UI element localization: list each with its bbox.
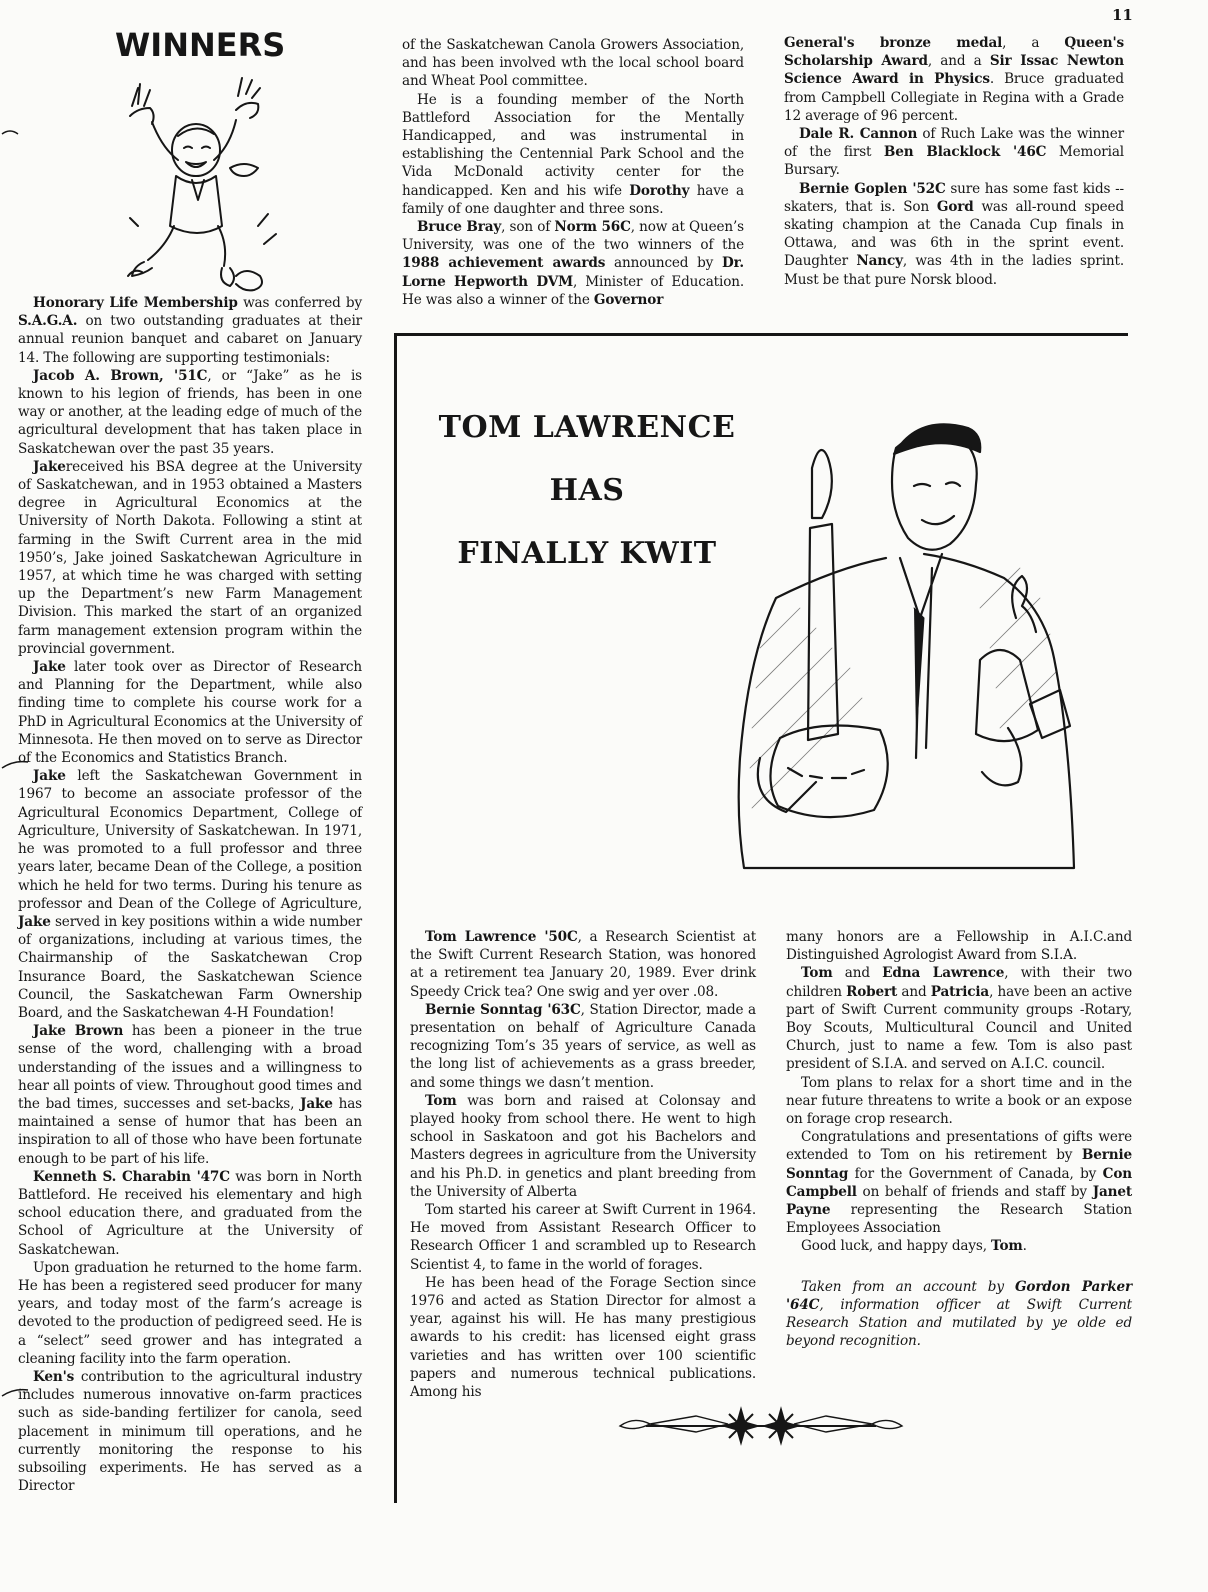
paragraph-credit: Taken from an account by Gordon Parker '64C, information officer at Swift Current Research Station and mutilated by ye olde ed beyond recognition. bbox=[786, 1278, 1132, 1350]
scan-mark-icon bbox=[0, 124, 22, 146]
celebrating-man-icon bbox=[118, 76, 278, 292]
paragraph-ken-contribution: Ken's contribution to the agricultural industry includes numerous innovative on-farm practices such as side-banding fertilizer for canola, seed placement in minimum till operations, and he currently monitoring the response to his subsoiling experiments. He has served as a Director bbox=[18, 1368, 362, 1495]
paragraph-family: Tom and Edna Lawrence, with their two children Robert and Patricia, have been an active part of Swift Current community groups -Rotary, Boy Scouts, Multicultural Council and United Church, just to name a few. Tom is also past president of S.I.A. and served on A.I.C. council. bbox=[786, 965, 1132, 1073]
headline-line-2: HAS bbox=[549, 473, 625, 508]
right-bottom-column bbox=[786, 928, 1132, 1350]
page-number: 11 bbox=[1112, 6, 1133, 24]
left-column bbox=[18, 294, 362, 1495]
paragraph-jake-education: Jakereceived his BSA degree at the University of Saskatchewan, and in 1953 obtained a Masters degree in Agricultural Economics at the University of North Dakota. Following a stint at farming in the Swift Current area in the mid 1950’s, Jake joined Saskatchewan Agriculture in 1957, at which time he was charged with setting up the Department’s new Farm Management Division. This marked the start of an organized farm management extension program within the provincial government. bbox=[18, 458, 362, 657]
decorative-divider-icon bbox=[616, 1402, 906, 1450]
paragraph-jake-director: Jake later took over as Director of Research and Planning for the Department, while also finding time to complete his course work for a PhD in Agricultural Economics at the University of Minnesota. He then moved on to serve as Director of the Economics and Statistics Branch. bbox=[18, 659, 362, 767]
paragraph-awards: General's bronze medal, a Queen's Scholarship Award, and a Sir Issac Newton Science Award in Physics. Bruce graduated from Campbell Collegiate in Regina with a Grade 12 average of 96 percent. bbox=[784, 35, 1125, 124]
paragraph-canola: of the Saskatchewan Canola Growers Association, and has been involved wth the local school board and Wheat Pool committee. bbox=[402, 37, 744, 90]
paragraph-honorary: Honorary Life Membership was conferred by S.A.G.A. on two outstanding graduates at their annual reunion banquet and cabaret on January 14. The following are supporting testimonials: bbox=[18, 295, 362, 366]
paragraph-founding-member: He is a founding member of the North Battleford Association for the Mentally Handicapped, and was instrumental in establishing the Centennial Park School and the Vida McDonald activity center for the handicapped. Ken and his wife Dorothy have a family of one daughter and three sons. bbox=[402, 91, 744, 217]
paragraph-tom-career: Tom started his career at Swift Current in 1964. He moved from Assistant Research Officer to Research Officer 1 and scrambled up to Research Scientist 4, to fame in the world of forages. bbox=[410, 1202, 756, 1273]
paragraph-dale-cannon: Dale R. Cannon of Ruch Lake was the winner of the first Ben Blacklock '46C Memorial Bursary. bbox=[784, 126, 1124, 179]
paragraph-tom-education: Tom was born and raised at Colonsay and played hooky from school there. He went to high school in Saskatoon and got his Bachelors and Masters degrees in agriculture from the University and his Ph.D. in genetics and plant breeding from the University of Alberta bbox=[410, 1092, 756, 1200]
right-top-column bbox=[784, 34, 1124, 289]
section-heading-winners: WINNERS bbox=[115, 26, 286, 64]
paragraph-tom-lawrence: Tom Lawrence '50C, a Research Scientist at the Swift Current Research Station, was honored at a retirement tea January 20, 1989. Ever drink Speedy Crick tea? One swig and yer over .08. bbox=[410, 929, 757, 1000]
paragraph-jacob-brown: Jacob A. Brown, '51C, or “Jake” as he is known to his legion of friends, has been in one way or another, at the leading edge of much of the agricultural development that has taken place in Saskatchewan over the past 35 years. bbox=[18, 367, 362, 457]
paragraph-honors: many honors are a Fellowship in A.I.C.and Distinguished Agrologist Award from S.I.A. bbox=[786, 929, 1132, 964]
paragraph-jake-pioneer: Jake Brown has been a pioneer in the true sense of the word, challenging with a broad understanding of the issues and a willingness to hear all points of view. Throughout good times and the bad times, successes and set-backs, Jake has maintained a sense of humor that has been an inspiration to all of those who have been fortunate enough to be part of his life. bbox=[18, 1023, 362, 1167]
headline-line-3: FINALLY KWIT bbox=[457, 536, 717, 571]
paragraph-congratulations: Congratulations and presentations of gifts were extended to Tom on his retirement by Bernie Sonntag for the Government of Canada, by Con Campbell on behalf of friends and staff by Janet Payne representing the Research Station Employees Association bbox=[786, 1129, 1132, 1237]
man-holding-trophies-icon bbox=[700, 408, 1100, 900]
paragraph-jake-professor: Jake left the Saskatchewan Government in 1967 to become an associate professor of the Agricultural Economics Department, College of Agriculture, University of Saskatchewan. In 1971, he was promoted to a full professor and three years later, became Dean of the College, a position which he held for two terms. During his tenure as professor and Dean of the College of Agriculture, Jake served in key positions within a wide number of organizations, including at various times, the Chairmanship of the Saskatchewan Crop Insurance Board, the Saskatchewan Science Council, the Saskatchewan Farm Ownership Board, and the Saskatchewan 4-H Foundation! bbox=[18, 768, 362, 1021]
paragraph-bernie-goplen: Bernie Goplen '52C sure has some fast kids -- skaters, that is. Son Gord was all-round speed skating champion at the Canada Cup finals in Ottawa, and was 6th in the sprint event. Daughter Nancy, was 4th in the ladies sprint. Must be that pure Norsk blood. bbox=[784, 180, 1124, 288]
headline-line-1: TOM LAWRENCE bbox=[438, 410, 736, 445]
paragraph-bernie-sonntag: Bernie Sonntag '63C, Station Director, made a presentation on behalf of Agriculture Canada recognizing Tom’s 35 years of service, as well as the long list of achievements as a grass breeder, and some things we dasn’t mention. bbox=[410, 1001, 756, 1091]
paragraph-bruce-bray: Bruce Bray, son of Norm 56C, now at Queen’s University, was one of the two winners of the 1988 achievement awards announced by Dr. Lorne Hepworth DVM, Minister of Education. He was also a winner of the Governor bbox=[402, 219, 745, 308]
scan-mark-icon bbox=[0, 1382, 30, 1404]
paragraph-forage-section: He has been head of the Forage Section since 1976 and acted as Station Director for almost a year, against his will. He has many prestigious awards to his credit: has licensed eight grass varieties and has written over 100 scientific papers and numerous technical publications. Among his bbox=[410, 1274, 756, 1401]
paragraph-kenneth-charabin: Kenneth S. Charabin '47C was born in North Battleford. He received his elementary and high school education there, and graduated from the School of Agriculture at the University of Saskatchewan. bbox=[18, 1168, 362, 1258]
scan-mark-icon bbox=[0, 754, 30, 776]
paragraph-ken-farm: Upon graduation he returned to the home farm. He has been a registered seed producer for many years, and today most of the farm’s acreage is devoted to the production of pedigreed seed. He is a “select” seed grower and has integrated a cleaning facility into the farm operation. bbox=[18, 1259, 362, 1367]
middle-top-column bbox=[402, 36, 744, 309]
paragraph-good-luck: Good luck, and happy days, Tom. bbox=[801, 1238, 1027, 1255]
middle-bottom-column bbox=[410, 928, 756, 1401]
paragraph-plans: Tom plans to relax for a short time and in the near future threatens to write a book or an expose on forage crop research. bbox=[786, 1074, 1132, 1128]
